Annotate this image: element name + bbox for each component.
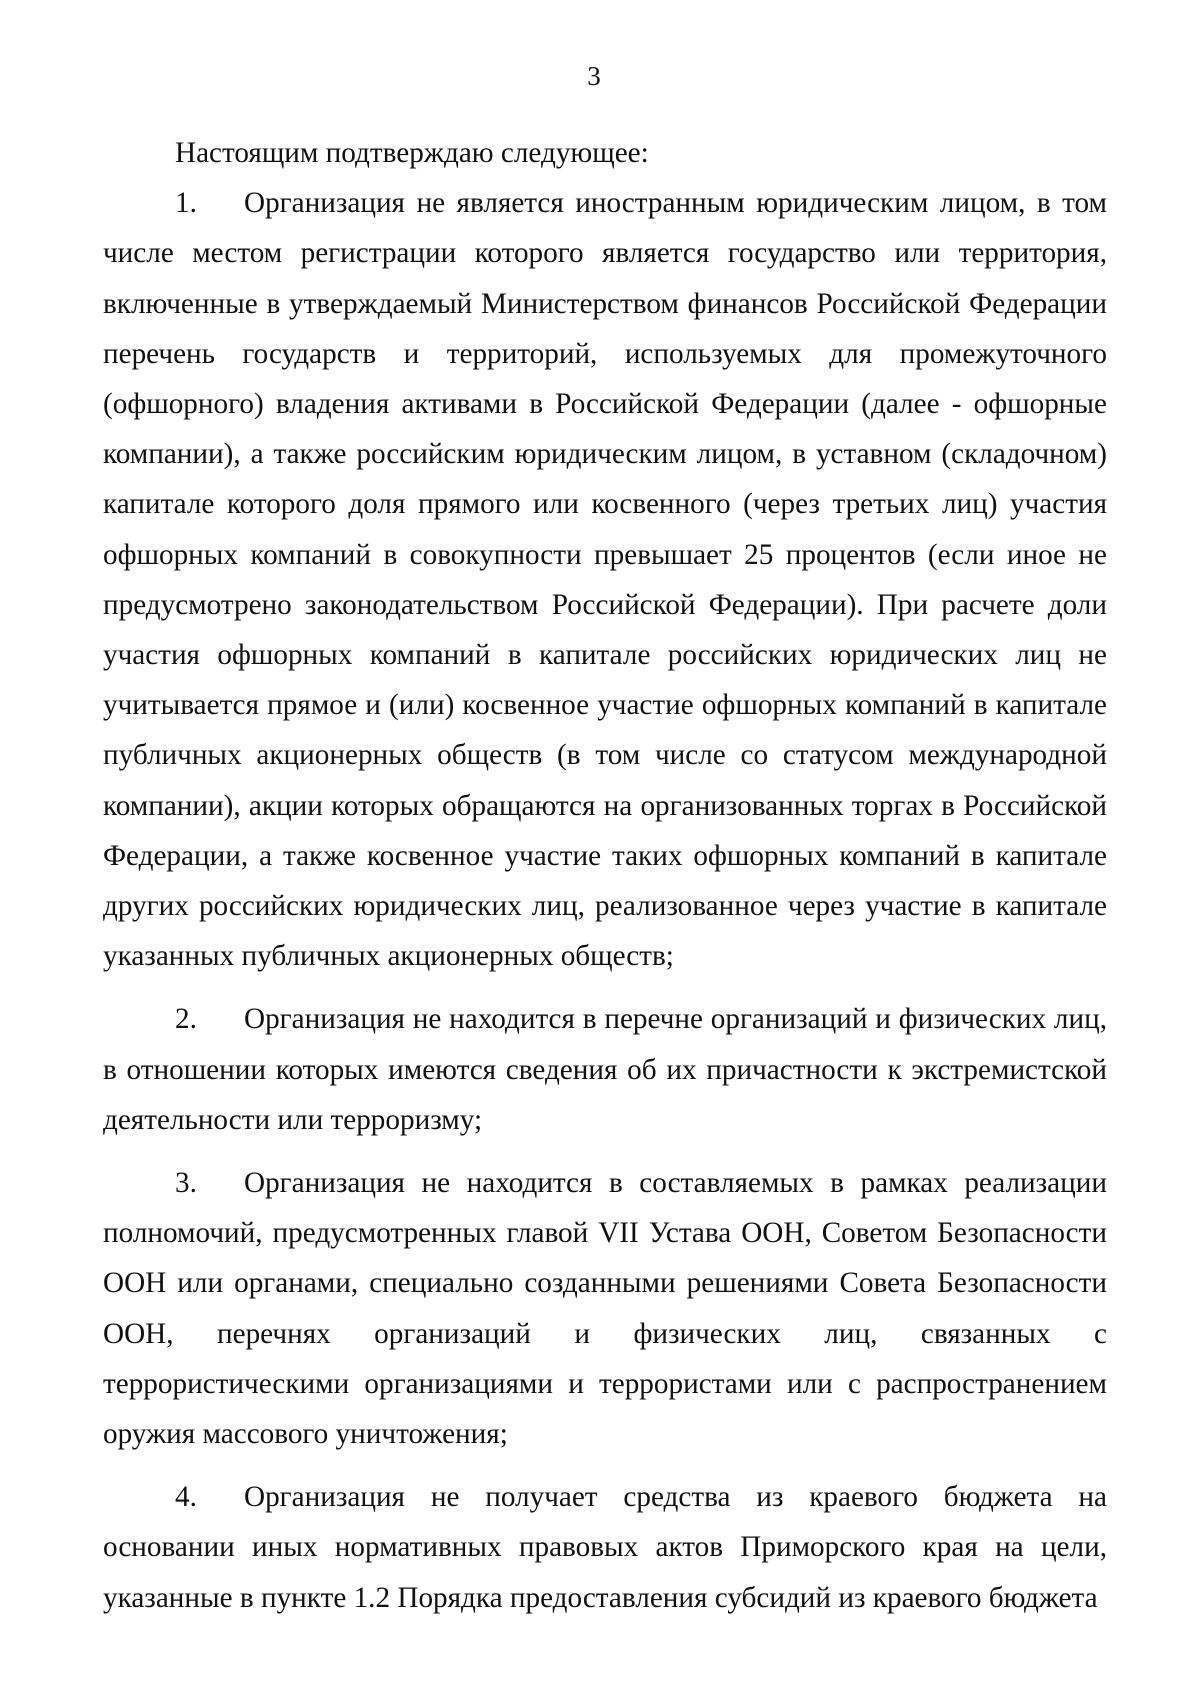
list-item — [103, 178, 1107, 981]
intro-paragraph: Настоящим подтверждаю следующее: — [175, 137, 649, 169]
list-item — [103, 994, 1107, 1145]
page-number: 3 — [587, 61, 601, 91]
item-number: 4. — [175, 1481, 197, 1514]
list-item — [103, 1472, 1107, 1623]
item-number: 3. — [175, 1167, 197, 1200]
item-text: Организация не находится в перечне организаций и физических лиц, в отношении которых имеются сведения об их причастности к экстремистской деятельности или терроризму; — [103, 1003, 1107, 1136]
item-text: Организация не получает средства из краевого бюджета на основании иных нормативных правовых актов Приморского края на цели, указанные в пункте 1.2 Порядка предоставления субсидий из краевого бюджета — [103, 1481, 1107, 1614]
document-body — [103, 128, 1107, 1623]
list-item — [103, 1158, 1107, 1459]
item-text: Организация не находится в составляемых в рамках реализации полномочий, предусмотренных главой VII Устава ООН, Советом Безопасности ООН или органами, специально созданными решениями Совета Безопасности ООН, перечнях организаций и физических лиц, связанных с террористическими организациями и террористами или с распространением оружия массового уничтожения; — [103, 1167, 1107, 1451]
item-text: Организация не является иностранным юридическим лицом, в том числе местом регистрации которого является государство или территория, включенные в утверждаемый Министерством финансов Российской Федерации перечень государств и территорий, используемых для промежуточного (офшорного) владения активами в Российской Федерации (далее - офшорные компании), а также российским юридическим лицом, в уставном (складочном) капитале которого доля прямого или косвенного (через третьих лиц) участия офшорных компаний в совокупности превышает 25 процентов (если иное не предусмотрено законодательством Российской Федерации). При расчете доли участия офшорных компаний в капитале российских юридических лиц не учитывается прямое и (или) косвенное участие офшорных компаний в капитале публичных акционерных обществ (в том числе со статусом международной компании), акции которых обращаются на организованных торгах в Российской Федерации, а также косвенное участие таких офшорных компаний в капитале других российских юридических лиц, реализованное через участие в капитале указанных публичных акционерных обществ; — [103, 187, 1107, 973]
item-number: 2. — [175, 1003, 197, 1036]
item-number: 1. — [175, 187, 197, 220]
